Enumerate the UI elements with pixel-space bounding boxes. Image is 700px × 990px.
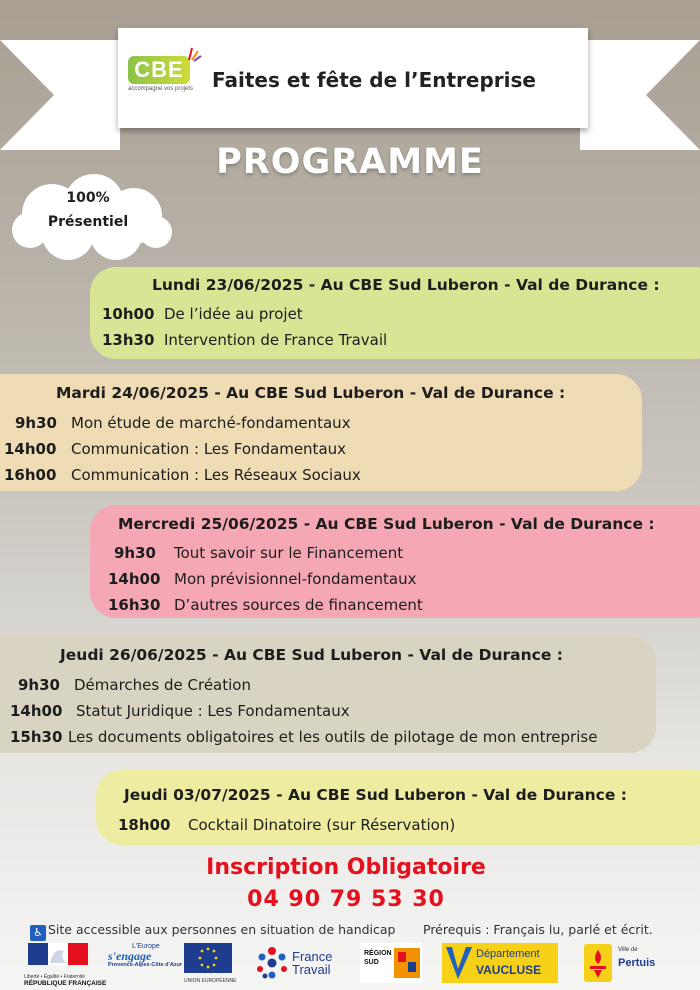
ue-label: UNION EUROPÉENNE (184, 978, 237, 984)
vaucluse-label: VAUCLUSE (476, 963, 542, 977)
france-travail-line2: Travail (292, 962, 331, 977)
session-label: Communication : Les Fondamentaux (71, 440, 347, 458)
day-heading: Jeudi 03/07/2025 - Au CBE Sud Luberon - Val de Durance : (124, 786, 627, 804)
session-time: 15h30 (10, 728, 63, 746)
day-card-jeudi-26 (0, 636, 656, 753)
presentiel-percent: 100% (66, 190, 110, 206)
session-label: Démarches de Création (74, 676, 251, 694)
europe-sub: Provence-Alpes-Côte d'Azur (108, 962, 183, 968)
session-time: 13h30 (102, 331, 155, 349)
day-heading: Jeudi 26/06/2025 - Au CBE Sud Luberon - Val de Durance : (60, 646, 563, 664)
partner-logos (24, 943, 684, 987)
eu-flag-icon (184, 943, 232, 973)
session-label: Tout savoir sur le Financement (174, 544, 404, 562)
region-sud-emblem-icon (394, 948, 420, 978)
session-row (118, 816, 455, 834)
session-row (108, 544, 403, 562)
day-heading: Lundi 23/06/2025 - Au CBE Sud Luberon - Val de Durance : (152, 276, 660, 294)
inscription-phone[interactable]: 04 90 79 53 30 (247, 887, 445, 912)
session-row (10, 676, 251, 694)
day-card-jeudi-03 (96, 770, 700, 845)
session-time: 14h00 (10, 702, 63, 720)
spark-icon (186, 46, 202, 62)
day-heading: Mercredi 25/06/2025 - Au CBE Sud Luberon - Val de Durance : (118, 515, 655, 533)
ville-de-label: Ville de (618, 947, 638, 953)
vaucluse-v-icon (444, 943, 474, 983)
session-label: De l’idée au projet (164, 305, 303, 323)
france-travail-line1: France (292, 949, 333, 964)
session-time: 10h00 (102, 305, 155, 323)
programme-title: PROGRAMME (216, 142, 484, 182)
region-sud-logo (360, 943, 422, 983)
france-travail-dots-icon (254, 945, 290, 981)
session-row (108, 596, 423, 614)
session-row (4, 440, 346, 458)
presentiel-text (8, 186, 168, 234)
header-ribbon (118, 28, 588, 128)
session-row (10, 728, 597, 746)
region-line1: RÉGION (364, 950, 392, 957)
cbe-logo-mark: CBE (128, 56, 190, 84)
ribbon-left-tail (0, 40, 120, 150)
region-text (364, 949, 392, 967)
ribbon-right-tail (580, 40, 700, 150)
presentiel-label: Présentiel (47, 214, 129, 230)
republique-francaise-logo (24, 943, 107, 987)
session-time: 18h00 (118, 816, 171, 834)
inscription-label: Inscription Obligatoire (206, 855, 486, 880)
cbe-logo-tagline: accompagne vos projets (128, 86, 194, 92)
france-travail-text (292, 950, 332, 976)
session-time: 14h00 (108, 570, 161, 588)
session-label: D’autres sources de financement (174, 596, 423, 614)
day-card-lundi (90, 267, 700, 359)
session-row (108, 570, 417, 588)
marianne-flag-icon (24, 943, 96, 969)
accessibility-text: Site accessible aux personnes en situation de handicap (48, 922, 396, 937)
europe-main: s'engage (108, 949, 152, 963)
session-label: Les documents obligatoires et les outils de pilotage de mon entreprise (68, 728, 598, 746)
day-card-mardi (0, 374, 642, 491)
day-card-mercredi (90, 505, 700, 618)
session-time: 9h30 (18, 676, 60, 694)
session-label: Intervention de France Travail (164, 331, 388, 349)
pertuis-crest-icon (584, 944, 612, 982)
session-row (102, 331, 387, 349)
session-row (10, 702, 350, 720)
cbe-logo (128, 50, 200, 98)
europe-top: L'Europe (132, 943, 160, 950)
departement-label: Département (476, 948, 540, 960)
region-line2: SUD (364, 959, 379, 966)
session-label: Mon prévisionnel-fondamentaux (174, 570, 417, 588)
europe-sengage-logo (108, 943, 183, 983)
session-time: 9h30 (114, 544, 156, 562)
event-title: Faites et fête de l’Entreprise (212, 68, 536, 92)
prerequis-note: Prérequis : Français lu, parlé et écrit. (423, 922, 653, 937)
session-time: 14h00 (4, 440, 57, 458)
session-label: Cocktail Dinatoire (sur Réservation) (188, 816, 456, 834)
france-travail-logo (254, 943, 344, 983)
union-europeenne-logo (184, 943, 240, 983)
day-heading: Mardi 24/06/2025 - Au CBE Sud Luberon - Val de Durance : (56, 384, 566, 402)
ville-de-pertuis-logo (584, 943, 658, 983)
session-label: Communication : Les Réseaux Sociaux (71, 466, 361, 484)
session-row (102, 305, 303, 323)
session-label: Mon étude de marché-fondamentaux (71, 414, 351, 432)
wheelchair-icon: ♿ (30, 925, 46, 941)
session-row (4, 466, 361, 484)
session-label: Statut Juridique : Les Fondamentaux (76, 702, 350, 720)
session-time: 16h00 (4, 466, 57, 484)
republique-label: RÉPUBLIQUE FRANÇAISE (24, 980, 107, 987)
session-time: 9h30 (15, 414, 57, 432)
pertuis-label: Pertuis (618, 957, 656, 969)
session-row (4, 414, 351, 432)
session-time: 16h30 (108, 596, 161, 614)
republique-motto: Liberté • Égalité • Fraternité (24, 974, 86, 980)
departement-vaucluse-logo (442, 943, 558, 983)
accessibility-note (30, 922, 396, 941)
